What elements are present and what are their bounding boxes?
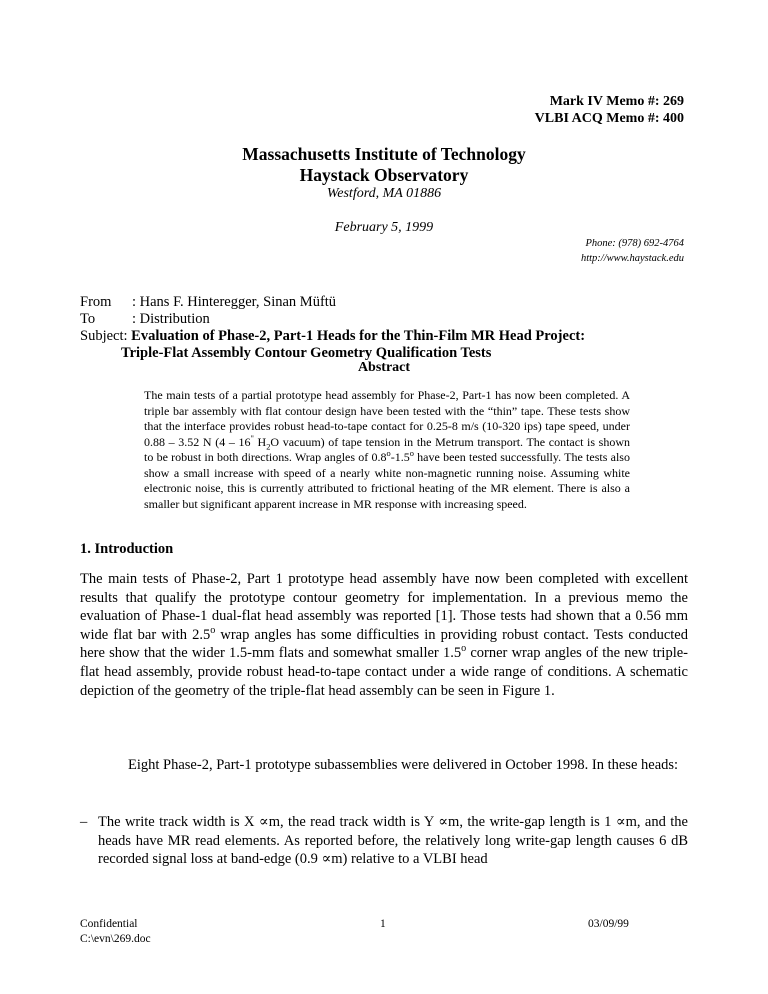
institution-name: Massachusetts Institute of Technology: [242, 144, 526, 164]
abstract-text-5: have been tested successfully. The tests also show a small increase with speed of a nearly white non-magnetic running noise. Assuming white electronic noise, this is currently attributed to frictional heating of the MR element. There is also a smaller but significant apparent increase in MR response with increasing speed.: [144, 450, 630, 511]
abstract-text-1: The main tests of a partial prototype head assembly for Phase-2, Part-1 has now been completed. A triple bar assembly with flat contour design have been tested with the “thin” tape. These tests show that the interface provides robust head-to-tape contact for 0.25-8 m/s (10-320 ips) tape speed, under 0.88 – 3.52 N (4 – 16: [144, 388, 630, 449]
intro-paragraph-2: Eight Phase-2, Part-1 prototype subassemblies were delivered in October 1998. In these heads:: [128, 757, 679, 773]
memo-numbers: [535, 93, 684, 127]
institution-block: [0, 144, 768, 186]
abstract-sup-degree-2: o: [409, 449, 414, 458]
footer-file-path: C:\evn\269.doc: [80, 933, 151, 945]
abstract-title: Abstract: [357, 360, 411, 375]
mark-iv-memo-number: Mark IV Memo #: 269: [549, 94, 684, 109]
abstract-text-4: -1.5: [390, 450, 410, 464]
abstract-text-3: O vacuum) of tape tension in the Metrum transport. The contact is shown to be robust in both directions. Wrap angles of 0.8: [144, 434, 631, 464]
subject-line-1: Evaluation of Phase-2, Part-1 Heads for the Thin-Film MR Head Project:: [131, 328, 586, 344]
bullet-text: The write track width is X ∝m, the read track width is Y ∝m, the write-gap length is 1 ∝m, and the heads have MR read elements. As reported before, the relatively long write-gap length causes 6 dB recorded signal loss at band-edge (0.9 ∝m) relative to a VLBI head: [98, 814, 688, 868]
footer-left: [80, 917, 151, 947]
abstract-sub-2: 2: [266, 441, 271, 451]
footer-date: 03/09/99: [588, 918, 629, 930]
subject-line-2: Triple-Flat Assembly Contour Geometry Qualification Tests: [121, 345, 492, 361]
intro-text-b: wrap angles has some difficulties in providing robust contact. Tests conducted here show that the wider 1.5-mm flats and somewhat smaller 1.5: [80, 626, 688, 662]
footer-confidential: Confidential: [80, 918, 138, 930]
header-to: [80, 311, 210, 328]
abstract-sup-inch: ": [250, 433, 254, 443]
contact-url: http://www.haystack.edu: [580, 253, 684, 264]
header-subject: [80, 328, 585, 345]
abstract-body: [144, 388, 630, 512]
intro-text-c: corner wrap angles of the new triple-flat head assembly, provide robust head-to-tape contact under a wide range of conditions. A schematic depiction of the geometry of the triple-flat head assembly can be seen in Figure 1.: [80, 645, 688, 699]
abstract-sup-degree-1: o: [386, 449, 391, 458]
subject-colon: :: [123, 328, 128, 344]
observatory-name: Haystack Observatory: [299, 165, 469, 185]
contact-phone: Phone: (978) 692-4764: [585, 238, 684, 249]
list-item: [80, 813, 688, 869]
from-label: From: [80, 294, 112, 310]
institution-city: Westford, MA 01886: [326, 186, 442, 201]
from-value: : Hans F. Hinteregger, Sinan Müftü: [132, 294, 337, 310]
subject-label: Subject: [80, 328, 124, 344]
intro-paragraph-1: [80, 570, 688, 700]
memo-date: February 5, 1999: [334, 220, 434, 235]
abstract-text-2: H: [253, 434, 267, 449]
bullet-dash: –: [80, 814, 88, 830]
to-label: To: [80, 311, 96, 327]
to-value: : Distribution: [132, 311, 210, 327]
footer-page-number: 1: [380, 918, 386, 930]
intro-text-a: The main tests of Phase-2, Part 1 prototype head assembly have now been completed with excellent results that qualify the prototype contour geometry for implementation. In a previous memo the evaluation of Phase-1 dual-flat head assembly was reported [1]. Those tests had shown that a 0.56 mm wide flat bar with 2.5: [80, 571, 688, 643]
header-from: [80, 294, 336, 311]
intro-sup-degree-1: o: [210, 624, 216, 636]
section-1-heading: 1. Introduction: [80, 541, 174, 557]
vlbi-acq-memo-number: VLBI ACQ Memo #: 400: [534, 111, 684, 126]
contact-info: [581, 236, 684, 266]
intro-sup-degree-2: o: [461, 643, 467, 655]
